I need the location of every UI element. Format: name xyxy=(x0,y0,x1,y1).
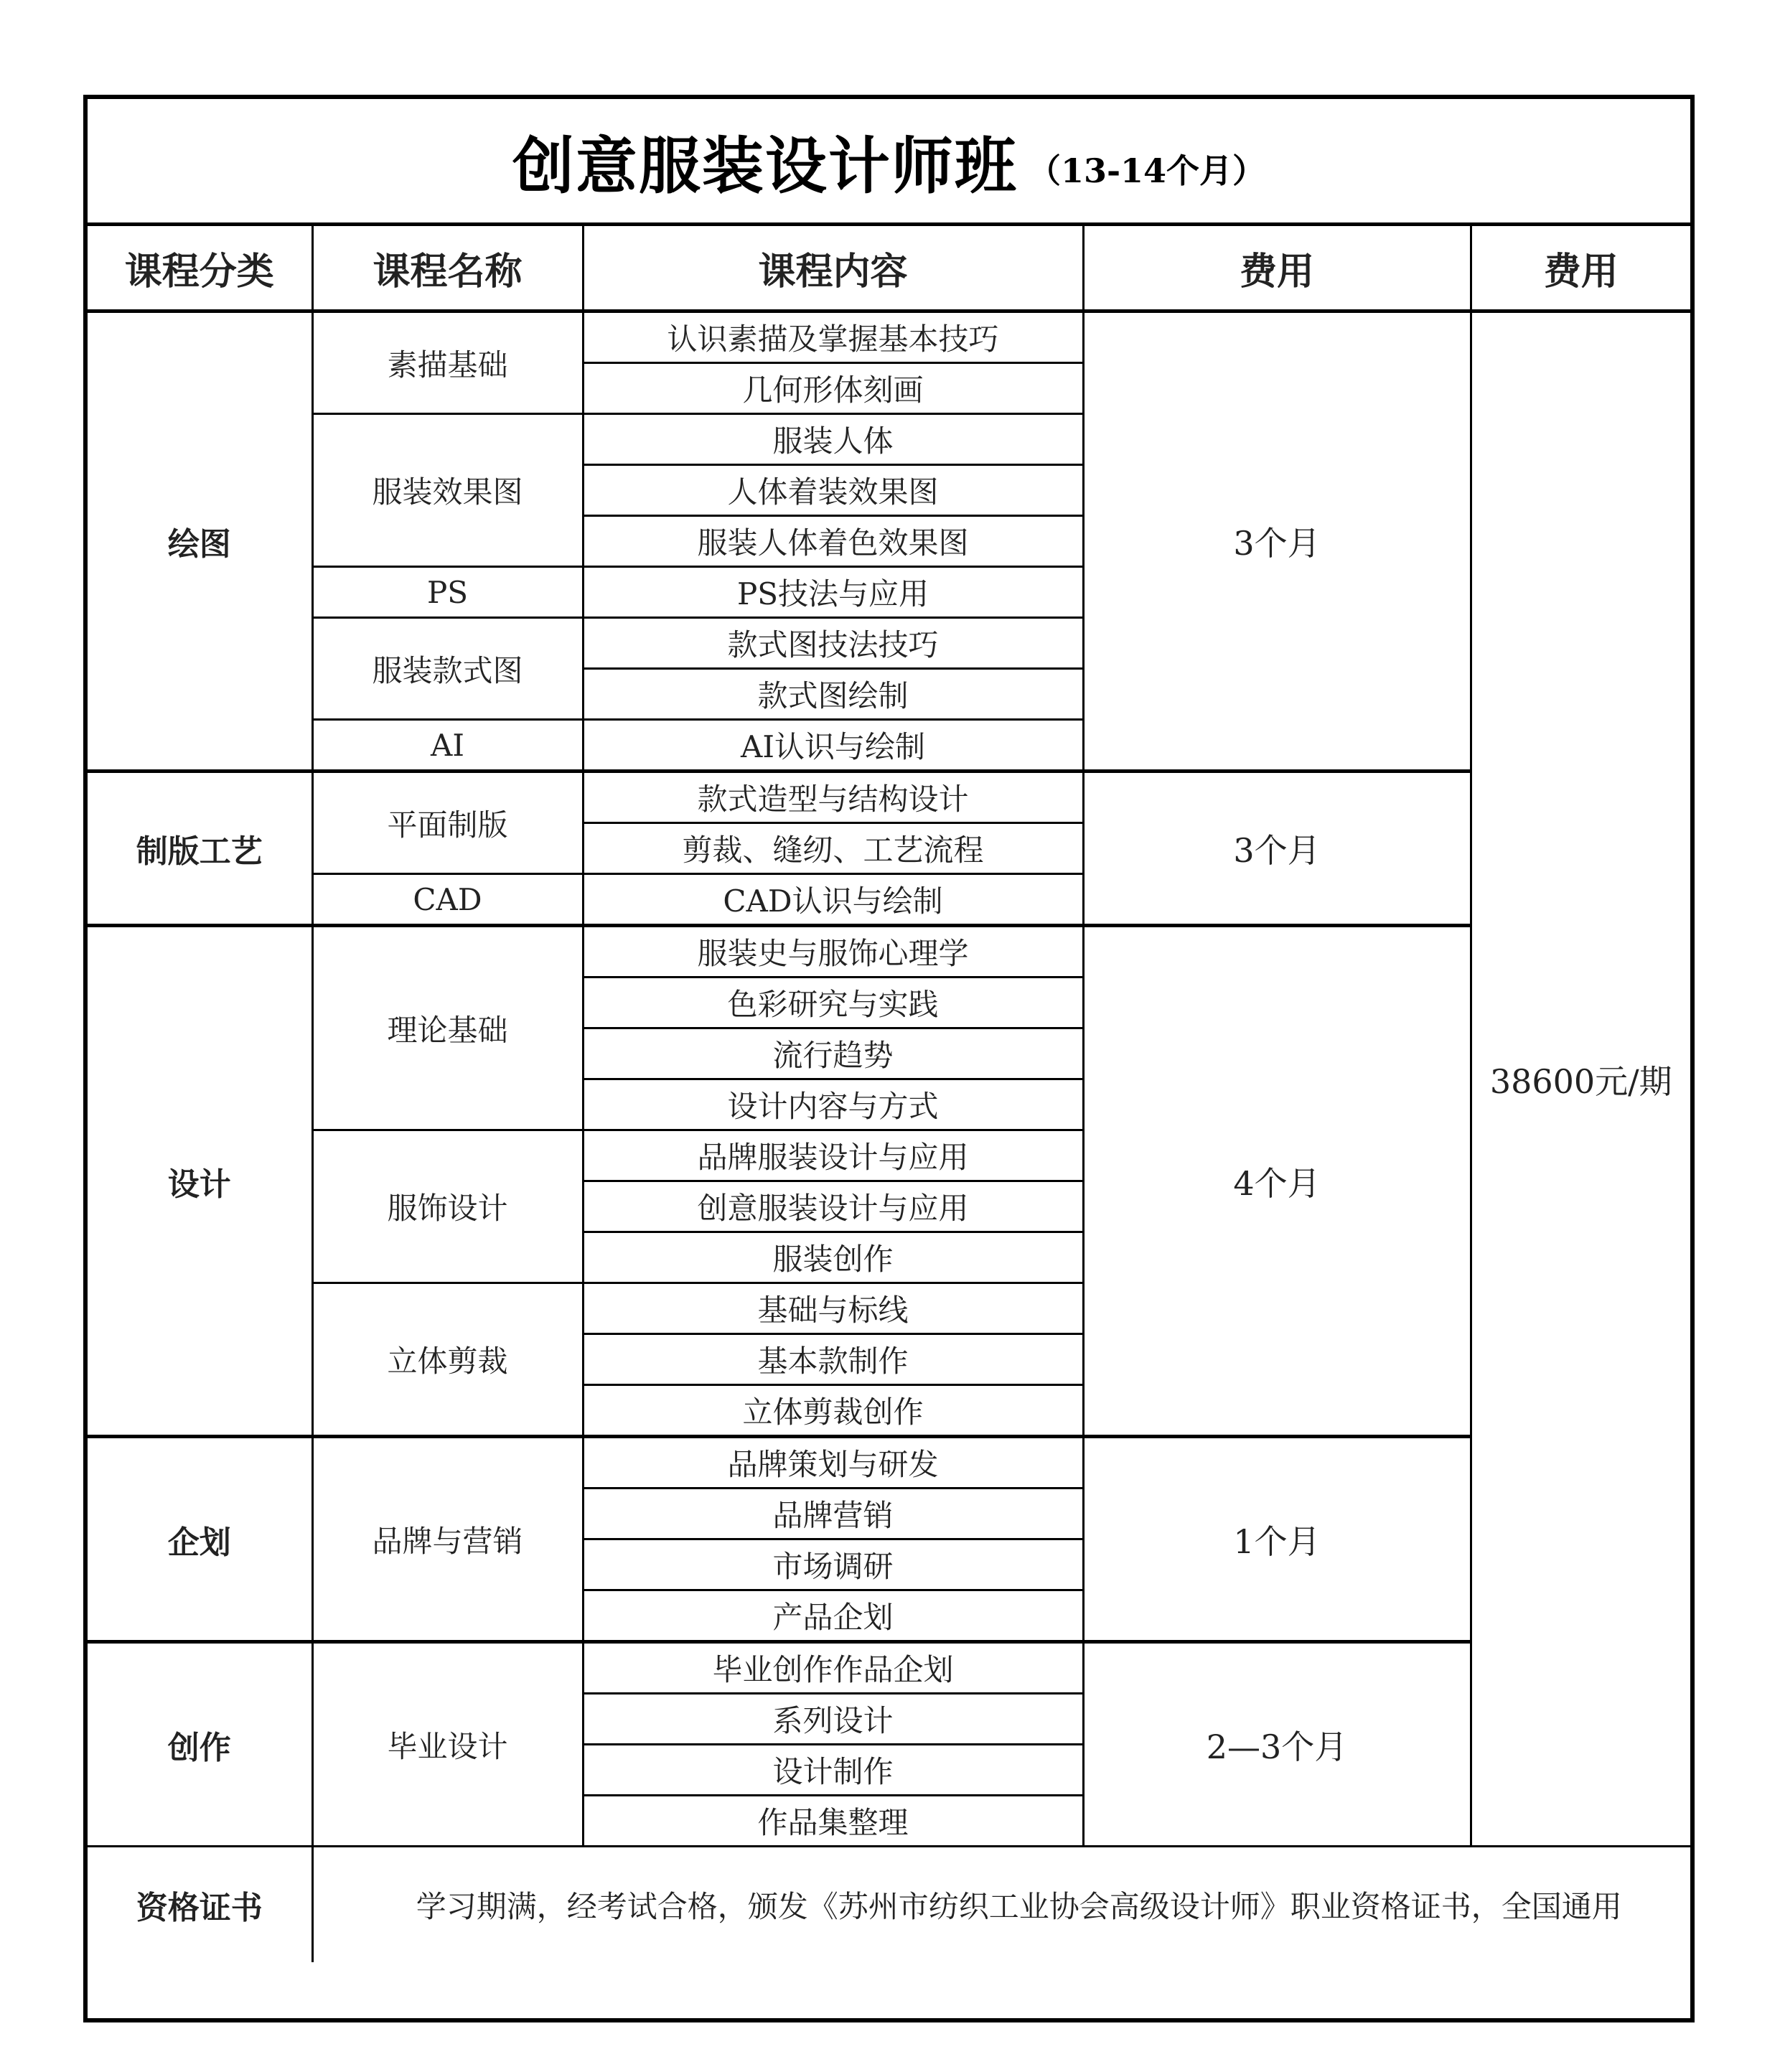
table-row xyxy=(88,311,1690,363)
course-name-cell: CAD xyxy=(312,874,583,926)
course-name-cell: 服装款式图 xyxy=(312,618,583,720)
duration-cell: 3个月 xyxy=(1083,772,1471,926)
course-content-cell: 款式图技法技巧 xyxy=(583,618,1083,669)
course-content-cell: 服装人体着色效果图 xyxy=(583,516,1083,567)
header-content: 课程内容 xyxy=(583,226,1083,311)
course-content-cell: 系列设计 xyxy=(583,1694,1083,1745)
course-content-cell: 品牌策划与研发 xyxy=(583,1437,1083,1489)
table-row xyxy=(88,1437,1690,1489)
course-name-cell: 毕业设计 xyxy=(312,1642,583,1847)
course-content-cell: 服装创作 xyxy=(583,1232,1083,1283)
duration-cell: 4个月 xyxy=(1083,926,1471,1437)
course-content-cell: 设计制作 xyxy=(583,1745,1083,1796)
header-fee-1: 费用 xyxy=(1083,226,1471,311)
course-content-cell: 作品集整理 xyxy=(583,1796,1083,1847)
course-content-cell: 品牌服装设计与应用 xyxy=(583,1130,1083,1181)
course-content-cell: 品牌营销 xyxy=(583,1489,1083,1539)
course-content-cell: 剪裁、缝纫、工艺流程 xyxy=(583,823,1083,874)
table-row xyxy=(88,772,1690,823)
duration-cell: 2—3个月 xyxy=(1083,1642,1471,1847)
course-content-cell: 几何形体刻画 xyxy=(583,363,1083,414)
category-cell: 绘图 xyxy=(88,311,312,772)
course-content-cell: 人体着装效果图 xyxy=(583,465,1083,516)
duration-cell: 1个月 xyxy=(1083,1437,1471,1642)
course-content-cell: CAD认识与绘制 xyxy=(583,874,1083,926)
course-content-cell: 服装史与服饰心理学 xyxy=(583,926,1083,978)
course-content-cell: 服装人体 xyxy=(583,414,1083,465)
course-table xyxy=(88,226,1690,1962)
course-name-cell: AI xyxy=(312,720,583,772)
certificate-label: 资格证书 xyxy=(88,1847,312,1963)
certificate-row xyxy=(88,1847,1690,1963)
course-content-cell: 款式图绘制 xyxy=(583,669,1083,720)
course-content-cell: 流行趋势 xyxy=(583,1028,1083,1079)
course-content-cell: 认识素描及掌握基本技巧 xyxy=(583,311,1083,363)
course-content-cell: 色彩研究与实践 xyxy=(583,978,1083,1028)
course-content-cell: 市场调研 xyxy=(583,1539,1083,1590)
category-cell: 企划 xyxy=(88,1437,312,1642)
header-name: 课程名称 xyxy=(312,226,583,311)
course-name-cell: 理论基础 xyxy=(312,926,583,1130)
table-row xyxy=(88,1642,1690,1694)
header-fee-2: 费用 xyxy=(1471,226,1690,311)
title-main: 创意服装设计师班 xyxy=(512,131,1018,202)
title-duration: （13-14个月） xyxy=(1027,151,1266,190)
duration-cell: 3个月 xyxy=(1083,311,1471,772)
course-content-cell: PS技法与应用 xyxy=(583,567,1083,618)
course-name-cell: 服装效果图 xyxy=(312,414,583,567)
category-cell: 设计 xyxy=(88,926,312,1437)
certificate-text: 学习期满，经考试合格，颁发《苏州市纺织工业协会高级设计师》职业资格证书，全国通用 xyxy=(312,1847,1690,1963)
course-name-cell: 服饰设计 xyxy=(312,1130,583,1283)
course-name-cell: 素描基础 xyxy=(312,311,583,414)
course-content-cell: AI认识与绘制 xyxy=(583,720,1083,772)
course-table-frame xyxy=(83,95,1695,2022)
course-content-cell: 毕业创作作品企划 xyxy=(583,1642,1083,1694)
category-cell: 创作 xyxy=(88,1642,312,1847)
course-content-cell: 设计内容与方式 xyxy=(583,1079,1083,1130)
course-content-cell: 创意服装设计与应用 xyxy=(583,1181,1083,1232)
course-name-cell: 立体剪裁 xyxy=(312,1283,583,1437)
course-name-cell: 平面制版 xyxy=(312,772,583,874)
total-fee-cell: 38600元/期 xyxy=(1471,311,1690,1847)
course-content-cell: 基本款制作 xyxy=(583,1334,1083,1385)
table-row xyxy=(88,926,1690,978)
course-content-cell: 基础与标线 xyxy=(583,1283,1083,1334)
header-row xyxy=(88,226,1690,311)
course-name-cell: 品牌与营销 xyxy=(312,1437,583,1642)
category-cell: 制版工艺 xyxy=(88,772,312,926)
course-content-cell: 立体剪裁创作 xyxy=(583,1385,1083,1437)
header-category: 课程分类 xyxy=(88,226,312,311)
course-table-body xyxy=(88,311,1690,1963)
table-title xyxy=(88,99,1690,226)
course-content-cell: 产品企划 xyxy=(583,1590,1083,1642)
course-name-cell: PS xyxy=(312,567,583,618)
course-content-cell: 款式造型与结构设计 xyxy=(583,772,1083,823)
